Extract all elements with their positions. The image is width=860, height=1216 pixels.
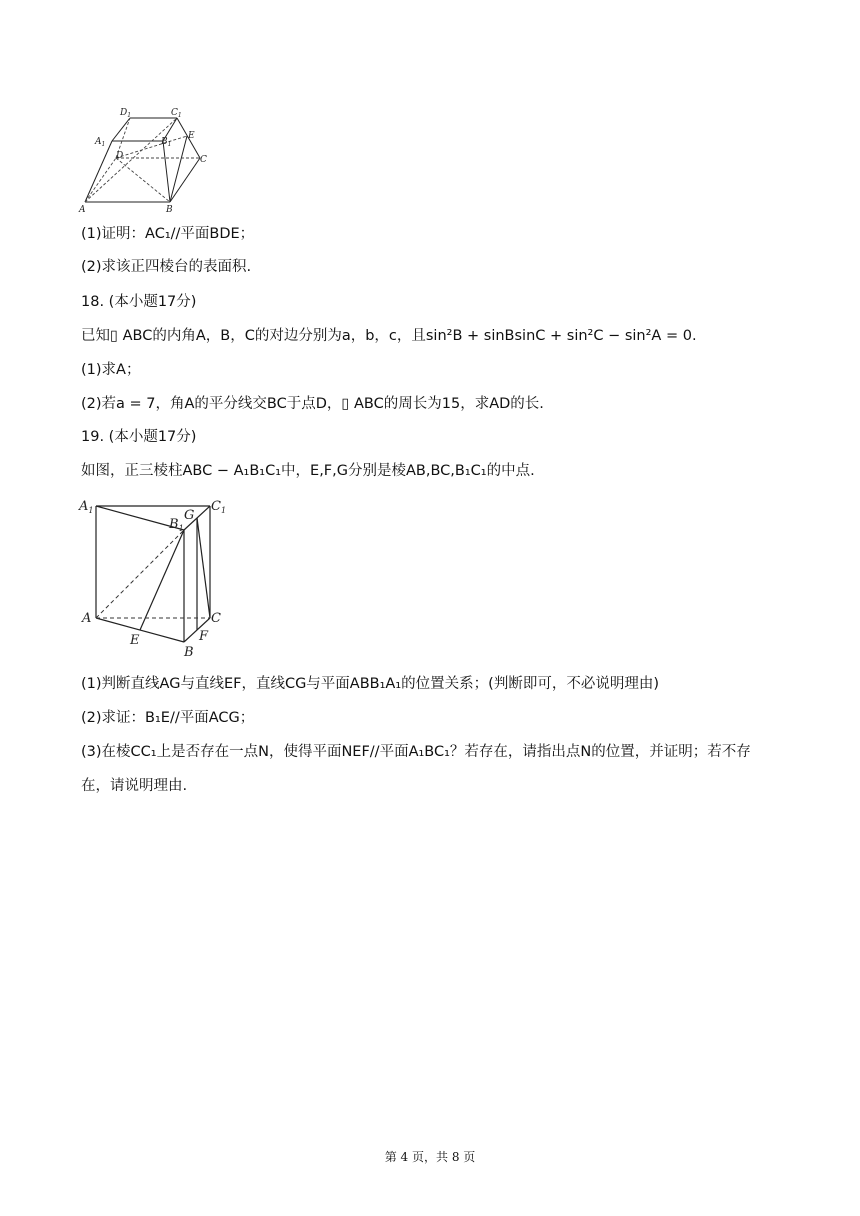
- label-b: B: [166, 205, 173, 215]
- q18-part2: (2)若a = 7，角A的平分线交BC于点D，▯ ABC的周长为15，求AD的长.: [81, 396, 544, 412]
- q19-part2: (2)求证：B₁E//平面ACG；: [81, 710, 255, 726]
- frustum-figure: [76, 100, 216, 216]
- label-b1: $B_1$: [161, 137, 172, 148]
- edge-bd-hidden: [116, 158, 170, 202]
- label-f: F: [199, 629, 209, 644]
- line-eb1: [140, 530, 184, 630]
- edge-aa1: [85, 141, 112, 202]
- q19-part1: (1)判断直线AG与直线EF，直线CG与平面ABB₁A₁的位置关系；(判断即可，不必说明理由): [81, 676, 659, 692]
- label-b1: $B_1$: [169, 517, 184, 533]
- edge-de-hidden: [116, 136, 187, 158]
- edge-ac1-hidden: [85, 118, 177, 202]
- q18-stem: 已知▯ ABC的内角A，B，C的对边分别为a，b，c，且sin²B + sinBsinC + sin²C − sin²A = 0.: [81, 328, 697, 344]
- label-c1: $C_1$: [211, 499, 227, 515]
- label-b: B: [184, 645, 194, 660]
- label-a1: $A_1$: [79, 499, 94, 515]
- label-d1: $D_1$: [120, 108, 132, 119]
- page-footer: 第 4 页，共 8 页: [384, 1150, 476, 1164]
- label-e: E: [188, 131, 195, 141]
- edge-bc: [170, 158, 200, 202]
- q18-part1: (1)求A；: [81, 362, 141, 378]
- label-c: C: [211, 611, 221, 626]
- label-a: A: [82, 611, 92, 626]
- line-ab1-hidden: [96, 530, 184, 618]
- q19-header: 19. (本小题17分): [81, 429, 197, 445]
- edge-a1d1: [112, 118, 130, 141]
- label-c1: $C_1$: [171, 108, 182, 119]
- edge-bb1: [163, 141, 170, 202]
- q19-part3-line2: 在，请说明理由.: [81, 778, 188, 794]
- q19-stem: 如图，正三棱柱ABC − A₁B₁C₁中，E,F,G分别是棱AB,BC,B₁C₁的中点.: [81, 463, 535, 479]
- q19-part3-line1: (3)在棱CC₁上是否存在一点N，使得平面NEF//平面A₁BC₁？若存在，请指出点N的位置，并证明；若不存: [81, 744, 751, 760]
- label-a1: $A_1$: [95, 137, 106, 148]
- label-a: A: [79, 205, 86, 215]
- label-d: D: [116, 151, 124, 161]
- prism-figure: [76, 494, 236, 664]
- q17-part2: (2)求该正四棱台的表面积.: [81, 259, 252, 275]
- label-e: E: [130, 633, 140, 648]
- edge-ad-hidden: [85, 158, 116, 202]
- q18-header: 18. (本小题17分): [81, 294, 197, 310]
- line-cg: [197, 518, 210, 618]
- q17-part1: (1)证明：AC₁//平面BDE；: [81, 226, 255, 242]
- label-g: G: [184, 508, 195, 523]
- edge-be: [170, 136, 187, 202]
- label-c: C: [200, 155, 207, 165]
